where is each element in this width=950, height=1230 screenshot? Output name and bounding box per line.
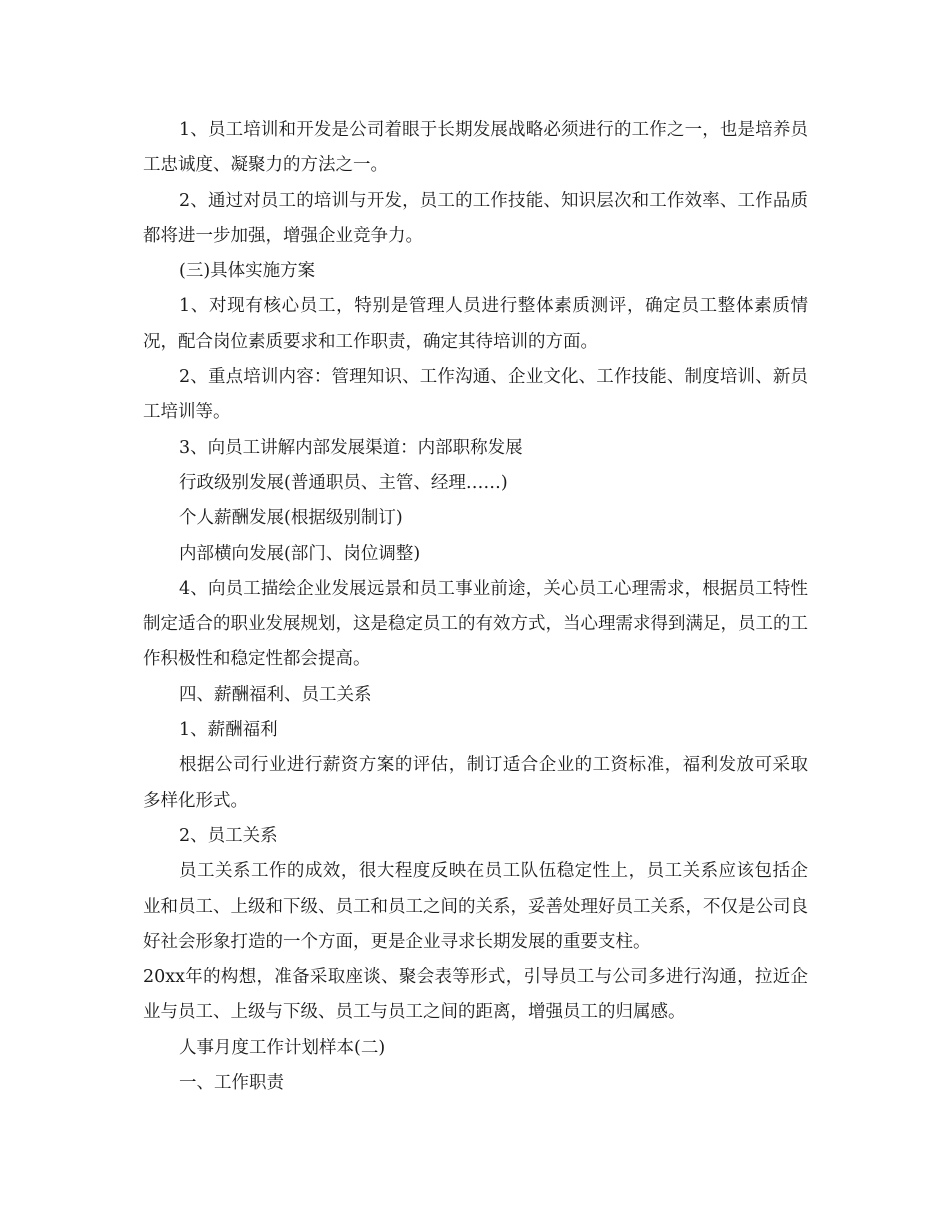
paragraph: 根据公司行业进行薪资方案的评估，制订适合企业的工资标准，福利发放可采取多样化形式。 — [143, 755, 808, 811]
document-title: 人事月度工作计划样本(二) — [179, 1037, 386, 1058]
subsection-heading: 2、员工关系 — [179, 825, 278, 846]
section-heading: 一、工作职责 — [179, 1073, 284, 1094]
paragraph: 内部横向发展(部门、岗位调整) — [179, 543, 421, 564]
document-body — [143, 113, 808, 1101]
paragraph: 4、向员工描绘企业发展远景和员工事业前途，关心员工心理需求，根据员工特性制定适合的职业发展规划，这是稳定员工的有效方式，当心理需求得到满足，员工的工作积极性和稳定性都会提高。 — [143, 578, 808, 670]
section-heading: 四、薪酬福利、员工关系 — [179, 684, 372, 705]
paragraph: 2、重点培训内容：管理知识、工作沟通、企业文化、工作技能、制度培训、新员工培训等。 — [143, 367, 808, 423]
paragraph: 个人薪酬发展(根据级别制订) — [179, 508, 403, 529]
paragraph: 1、对现有核心员工，特别是管理人员进行整体素质测评，确定员工整体素质情况，配合岗位素质要求和工作职责，确定其待培训的方面。 — [143, 296, 808, 352]
paragraph: 行政级别发展(普通职员、主管、经理……) — [179, 472, 508, 493]
paragraph: 2、通过对员工的培训与开发，员工的工作技能、知识层次和工作效率、工作品质都将进一步加强，增强企业竞争力。 — [143, 190, 808, 246]
paragraph: 20xx年的构想，准备采取座谈、聚会表等形式，引导员工与公司多进行沟通，拉近企业与员工、上级与下级、员工与员工之间的距离，增强员工的归属感。 — [143, 967, 808, 1023]
paragraph: 1、员工培训和开发是公司着眼于长期发展战略必须进行的工作之一，也是培养员工忠诚度、凝聚力的方法之一。 — [143, 120, 808, 176]
section-heading: (三)具体实施方案 — [179, 261, 316, 282]
subsection-heading: 1、薪酬福利 — [179, 720, 278, 741]
paragraph: 3、向员工讲解内部发展渠道：内部职称发展 — [179, 437, 523, 458]
paragraph: 员工关系工作的成效，很大程度反映在员工队伍稳定性上，员工关系应该包括企业和员工、上级和下级、员工和员工之间的关系，妥善处理好员工关系，不仅是公司良好社会形象打造的一个方面，更是企业寻求长期发展的重要支柱。 — [143, 861, 808, 952]
